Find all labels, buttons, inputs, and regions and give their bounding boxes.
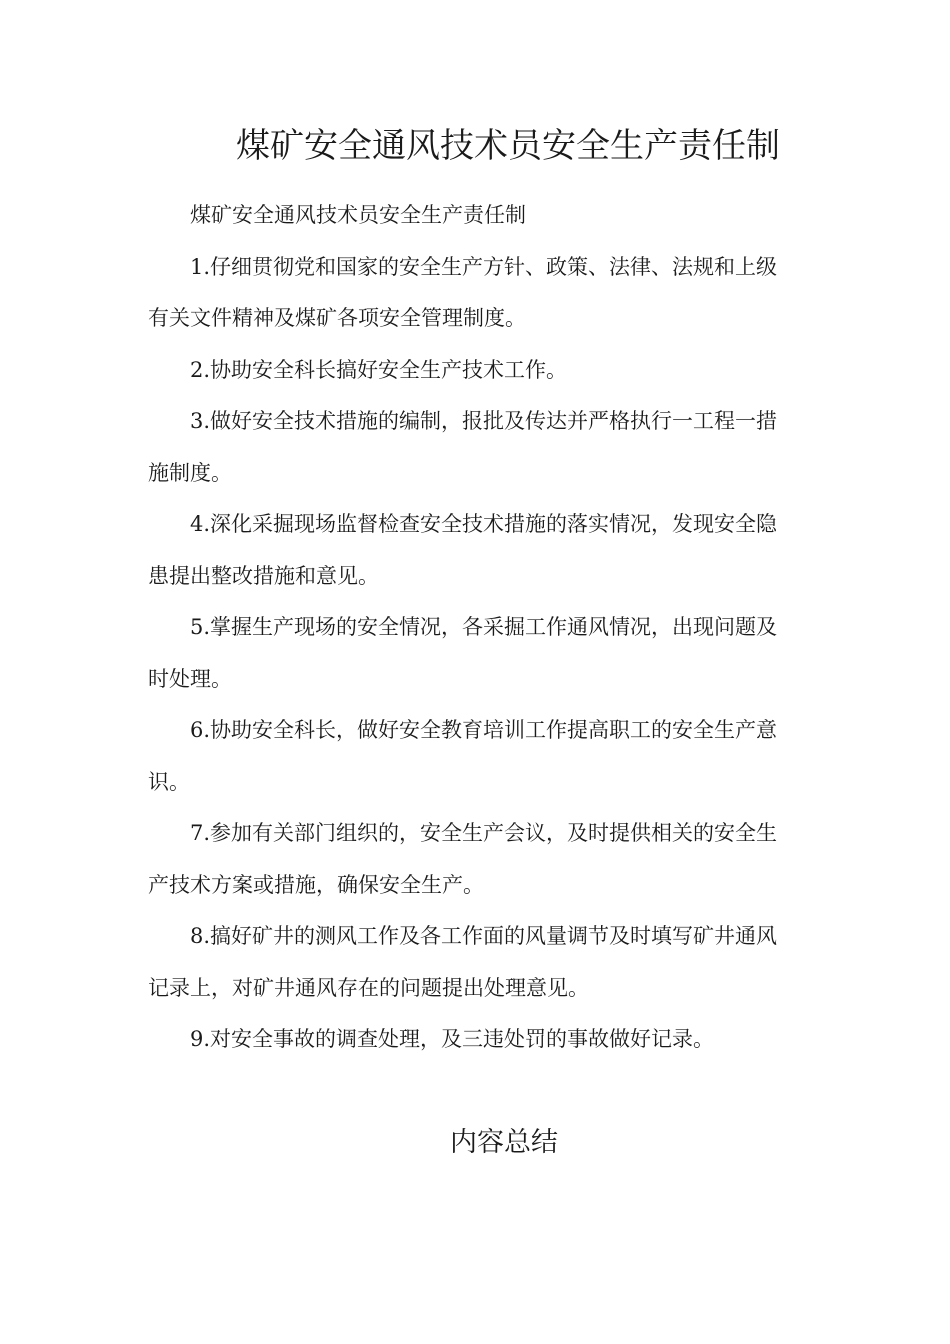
- paragraph-item-5: 5.掌握生产现场的安全情况，各采掘工作通风情况，出现问题及时处理。: [148, 615, 778, 691]
- document-title: 煤矿安全通风技术员安全生产责任制: [236, 126, 780, 166]
- paragraph-item-4: 4.深化采掘现场监督检查安全技术措施的落实情况，发现安全隐患提出整改措施和意见。: [148, 512, 778, 588]
- paragraph-item-9: 9.对安全事故的调查处理，及三违处罚的事故做好记录。: [190, 1027, 715, 1051]
- document-body: [148, 190, 798, 1066]
- paragraph-item-1: 1.仔细贯彻党和国家的安全生产方针、政策、法律、法规和上级有关文件精神及煤矿各项安全管理制度。: [148, 254, 778, 330]
- paragraph-item-8: 8.搞好矿井的测风工作及各工作面的风量调节及时填写矿井通风记录上，对矿井通风存在的问题提出处理意见。: [148, 924, 778, 1000]
- paragraph-item-7: 7.参加有关部门组织的，安全生产会议，及时提供相关的安全生产技术方案或措施，确保安全生产。: [148, 821, 778, 897]
- summary-heading: 内容总结: [450, 1127, 558, 1158]
- paragraph-item-6: 6.协助安全科长，做好安全教育培训工作提高职工的安全生产意识。: [148, 718, 778, 794]
- paragraph-subtitle: 煤矿安全通风技术员安全生产责任制: [190, 203, 526, 227]
- paragraph-item-3: 3.做好安全技术措施的编制，报批及传达并严格执行一工程一措施制度。: [148, 409, 778, 485]
- paragraph-item-2: 2.协助安全科长搞好安全生产技术工作。: [190, 357, 568, 382]
